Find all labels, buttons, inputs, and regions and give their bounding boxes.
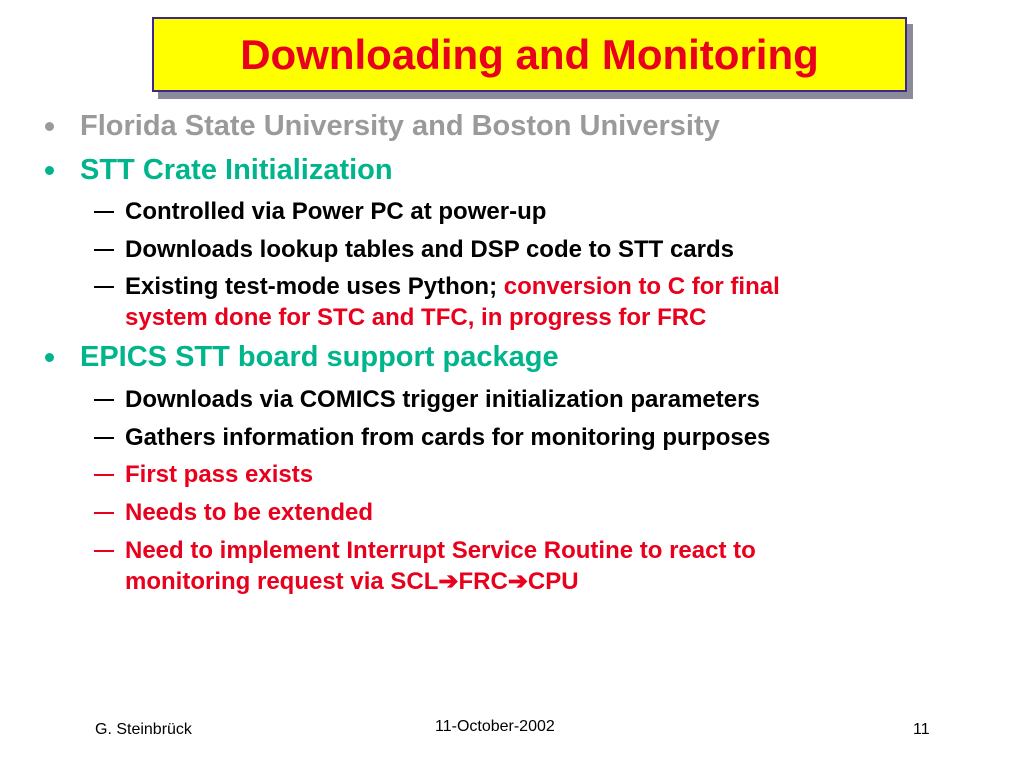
bullet-text: EPICS STT board support package bbox=[80, 341, 559, 373]
sub-bullet-power-pc bbox=[125, 196, 546, 227]
sub-bullet-text: Downloads via COMICS trigger initialization parameters bbox=[125, 386, 760, 413]
bullet-dot-icon bbox=[45, 122, 54, 131]
bullet-dot-icon bbox=[45, 166, 54, 175]
arrow-right-icon: ➔ bbox=[438, 568, 459, 595]
sub-bullet-lookup-tables bbox=[125, 234, 734, 265]
sub-bullet-comics bbox=[125, 384, 760, 415]
dash-icon bbox=[94, 211, 114, 213]
sub-bullet-text: monitoring request via SCL bbox=[125, 568, 439, 595]
bullet-stt-crate bbox=[80, 154, 393, 187]
sub-bullet-gathers bbox=[125, 422, 770, 453]
sub-bullet-text: FRC bbox=[458, 568, 508, 595]
sub-bullet-line-2: system done for STC and TFC, in progress for FRC bbox=[125, 304, 707, 331]
sub-bullet-first-pass bbox=[125, 459, 313, 490]
sub-bullet-python bbox=[125, 271, 780, 333]
sub-bullet-text: CPU bbox=[527, 568, 579, 595]
sub-bullet-line-1: Need to implement Interrupt Service Routine to react to bbox=[125, 537, 756, 564]
sub-bullet-text: Needs to be extended bbox=[125, 499, 374, 526]
dash-icon bbox=[94, 437, 114, 439]
bullet-text: STT Crate Initialization bbox=[80, 154, 393, 186]
sub-bullet-extended bbox=[125, 497, 373, 528]
sub-bullet-text-red: conversion to C for final bbox=[503, 273, 780, 300]
dash-icon bbox=[94, 550, 114, 552]
footer-page-number: 11 bbox=[913, 721, 930, 738]
sub-bullet-text: Gathers information from cards for monitoring purposes bbox=[125, 424, 771, 451]
dash-icon bbox=[94, 286, 114, 288]
footer-author: G. Steinbrück bbox=[95, 721, 192, 738]
sub-bullet-line-2 bbox=[125, 566, 756, 597]
sub-bullet-text: Downloads lookup tables and DSP code to STT cards bbox=[125, 236, 734, 263]
sub-bullet-line-1 bbox=[125, 271, 780, 302]
bullet-epics bbox=[80, 341, 559, 374]
dash-icon bbox=[94, 249, 114, 251]
bullet-dot-icon bbox=[45, 353, 54, 362]
bullet-florida-boston bbox=[80, 110, 720, 143]
arrow-right-icon: ➔ bbox=[507, 568, 528, 595]
sub-bullet-text-black: Existing test-mode uses Python; bbox=[125, 273, 504, 300]
bullet-text: Florida State University and Boston University bbox=[80, 110, 720, 142]
dash-icon bbox=[94, 474, 114, 476]
sub-bullet-text: Controlled via Power PC at power-up bbox=[125, 198, 547, 225]
dash-icon bbox=[94, 399, 114, 401]
footer-date: 11-October-2002 bbox=[435, 718, 555, 735]
slide-title: Downloading and Monitoring bbox=[240, 30, 819, 78]
sub-bullet-interrupt bbox=[125, 535, 756, 597]
sub-bullet-text: First pass exists bbox=[125, 461, 314, 488]
dash-icon bbox=[94, 512, 114, 514]
